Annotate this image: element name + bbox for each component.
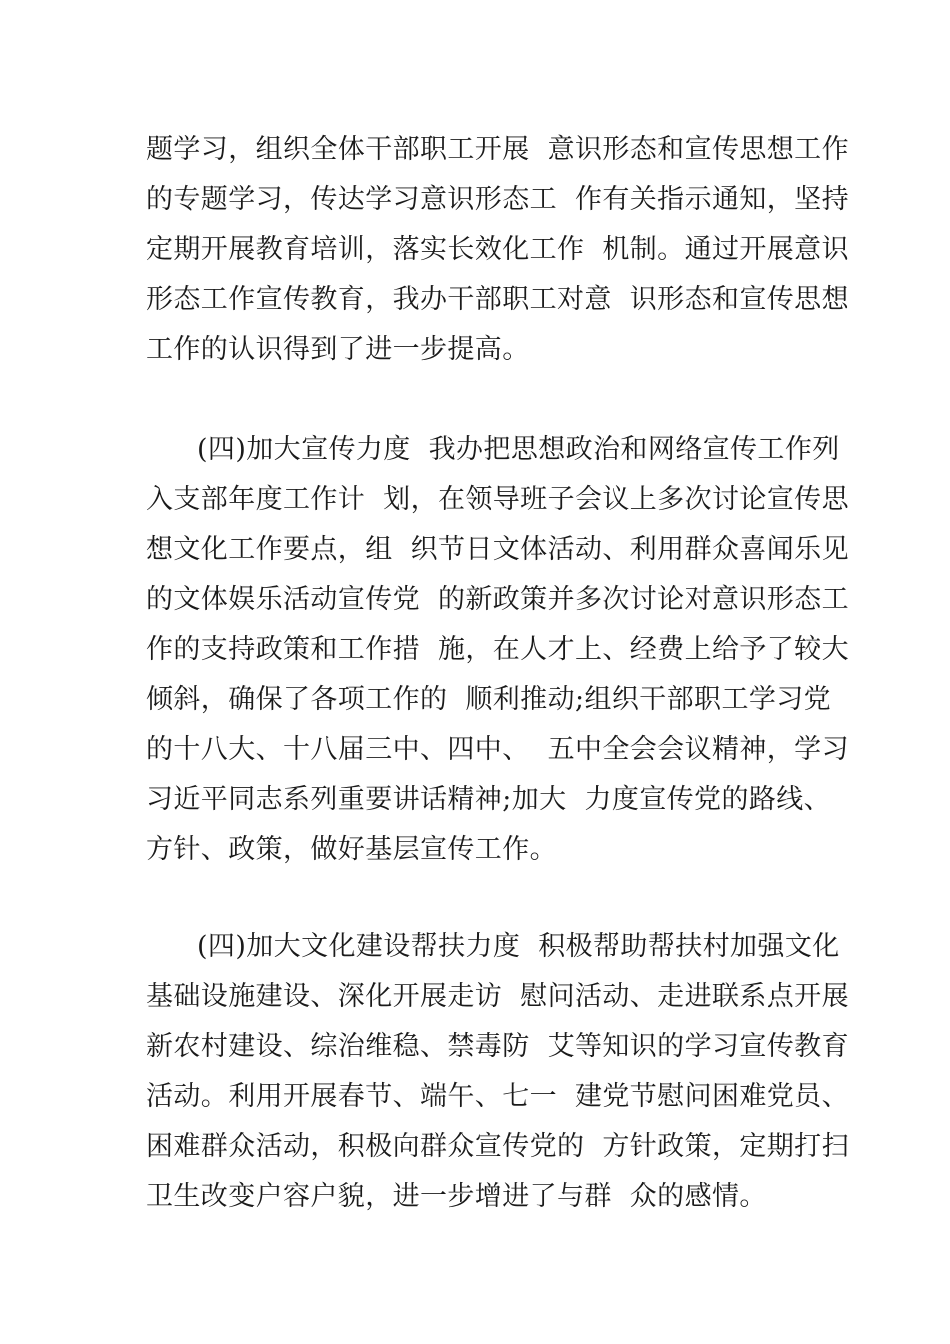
paragraph-2-line-8: 习近平同志系列重要讲话精神;加大 力度宣传党的路线、: [146, 784, 832, 815]
paragraph-3-line-6: 卫生改变户容户貌，进一步增进了与群 众的感情。: [146, 1181, 767, 1212]
paragraph-1-line-3: 定期开展教育培训，落实长效化工作 机制。通过开展意识: [146, 234, 849, 265]
paragraph-3-line-3: 新农村建设、综治维稳、禁毒防 艾等知识的学习宣传教育: [146, 1031, 849, 1062]
paragraph-1-line-2: 的专题学习，传达学习意识形态工 作有关指示通知，坚持: [146, 184, 849, 215]
paragraph-3-line-2: 基础设施建设、深化开展走访 慰问活动、走进联系点开展: [146, 981, 849, 1012]
paragraph-2-line-2: 入支部年度工作计 划，在领导班子会议上多次讨论宣传思: [146, 484, 849, 515]
paragraph-2-line-3: 想文化工作要点，组 织节日文体活动、利用群众喜闻乐见: [146, 534, 849, 565]
paragraph-2-line-5: 作的支持政策和工作措 施，在人才上、经费上给予了较大: [146, 634, 849, 665]
paragraph-1-line-5: 工作的认识得到了进一步提高。: [146, 334, 530, 365]
paragraph-1-line-4: 形态工作宣传教育，我办干部职工对意 识形态和宣传思想: [146, 284, 849, 315]
paragraph-1-line-1: 题学习，组织全体干部职工开展 意识形态和宣传思想工作: [146, 134, 849, 165]
paragraph-3-line-5: 困难群众活动，积极向群众宣传党的 方针政策，定期打扫: [146, 1131, 849, 1162]
paragraph-2-line-1: (四)加大宣传力度 我办把思想政治和网络宣传工作列: [197, 434, 840, 465]
paragraph-2-line-9: 方针、政策，做好基层宣传工作。: [146, 834, 557, 865]
paragraph-3-line-4: 活动。利用开展春节、端午、七一 建党节慰问困难党员、: [146, 1081, 849, 1112]
paragraph-2-line-6: 倾斜，确保了各项工作的 顺利推动;组织干部职工学习党: [146, 684, 832, 715]
paragraph-3-line-1: (四)加大文化建设帮扶力度 积极帮助帮扶村加强文化: [197, 931, 840, 962]
paragraph-2-line-4: 的文体娱乐活动宣传党 的新政策并多次讨论对意识形态工: [146, 584, 849, 615]
paragraph-2-line-7: 的十八大、十八届三中、四中、 五中全会会议精神，学习: [146, 734, 849, 765]
